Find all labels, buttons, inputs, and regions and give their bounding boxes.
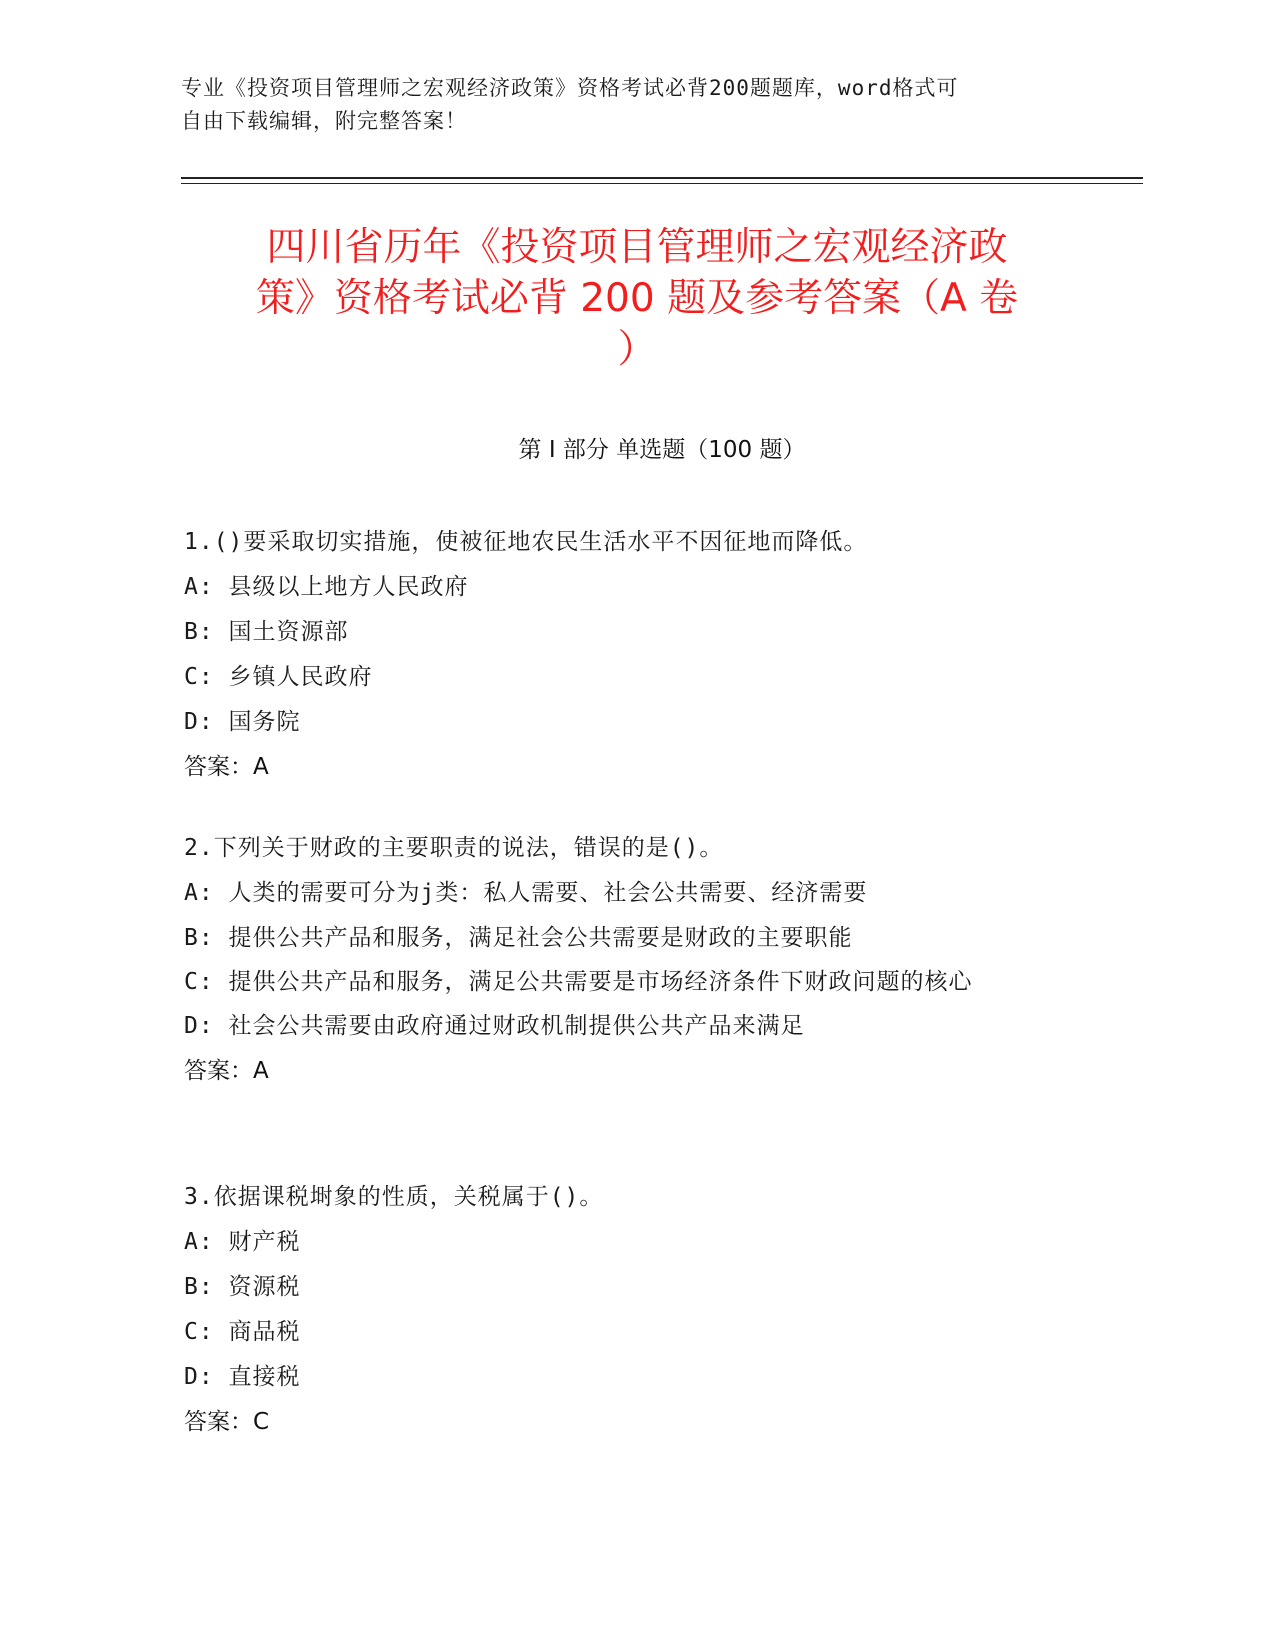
intro-text bbox=[181, 72, 1041, 138]
option-a: A: 财产税 bbox=[184, 1229, 301, 1255]
question-stem: 2.下列关于财政的主要职责的说法，错误的是()。 bbox=[184, 835, 724, 861]
title-line-3: ） bbox=[617, 327, 657, 372]
option-c: C: 商品税 bbox=[184, 1319, 301, 1345]
answer-line: 答案：A bbox=[184, 1058, 269, 1084]
option-c: C: 乡镇人民政府 bbox=[184, 664, 373, 690]
option-c: C: 提供公共产品和服务，满足公共需要是市场经济条件下财政问题的核心 bbox=[184, 969, 973, 995]
intro-line-2: 自由下载编辑，附完整答案！ bbox=[181, 109, 467, 133]
question-block bbox=[184, 826, 1064, 1094]
question-block bbox=[184, 1175, 1064, 1445]
question-block bbox=[184, 520, 1064, 790]
title-line-2: 策》资格考试必背 200 题及参考答案（A 卷 bbox=[255, 276, 1019, 321]
document-title bbox=[181, 222, 1093, 375]
answer-line: 答案：A bbox=[184, 754, 269, 780]
option-b: B: 国土资源部 bbox=[184, 619, 349, 645]
option-a: A: 县级以上地方人民政府 bbox=[184, 574, 469, 600]
option-a: A: 人类的需要可分为j类：私人需要、社会公共需要、经济需要 bbox=[184, 880, 868, 906]
header-divider-thick bbox=[181, 177, 1143, 179]
intro-line-1: 专业《投资项目管理师之宏观经济政策》资格考试必背200题题库，word格式可 bbox=[181, 76, 959, 100]
answer-line: 答案：C bbox=[184, 1409, 270, 1435]
question-stem: 3.依据课税埘象的性质，关税属于()。 bbox=[184, 1184, 604, 1210]
title-line-1: 四川省历年《投资项目管理师之宏观经济政 bbox=[266, 225, 1008, 270]
option-d: D: 直接税 bbox=[184, 1364, 301, 1390]
section-heading: 第 I 部分 单选题（100 题） bbox=[518, 437, 806, 463]
option-b: B: 资源税 bbox=[184, 1274, 301, 1300]
option-b: B: 提供公共产品和服务，满足社会公共需要是财政的主要职能 bbox=[184, 925, 853, 951]
header-divider-thin bbox=[181, 183, 1143, 184]
option-d: D: 国务院 bbox=[184, 709, 301, 735]
option-d: D: 社会公共需要由政府通过财政机制提供公共产品来满足 bbox=[184, 1013, 805, 1039]
question-stem: 1.()要采取切实措施，使被征地农民生活水平不因征地而降低。 bbox=[184, 529, 868, 555]
